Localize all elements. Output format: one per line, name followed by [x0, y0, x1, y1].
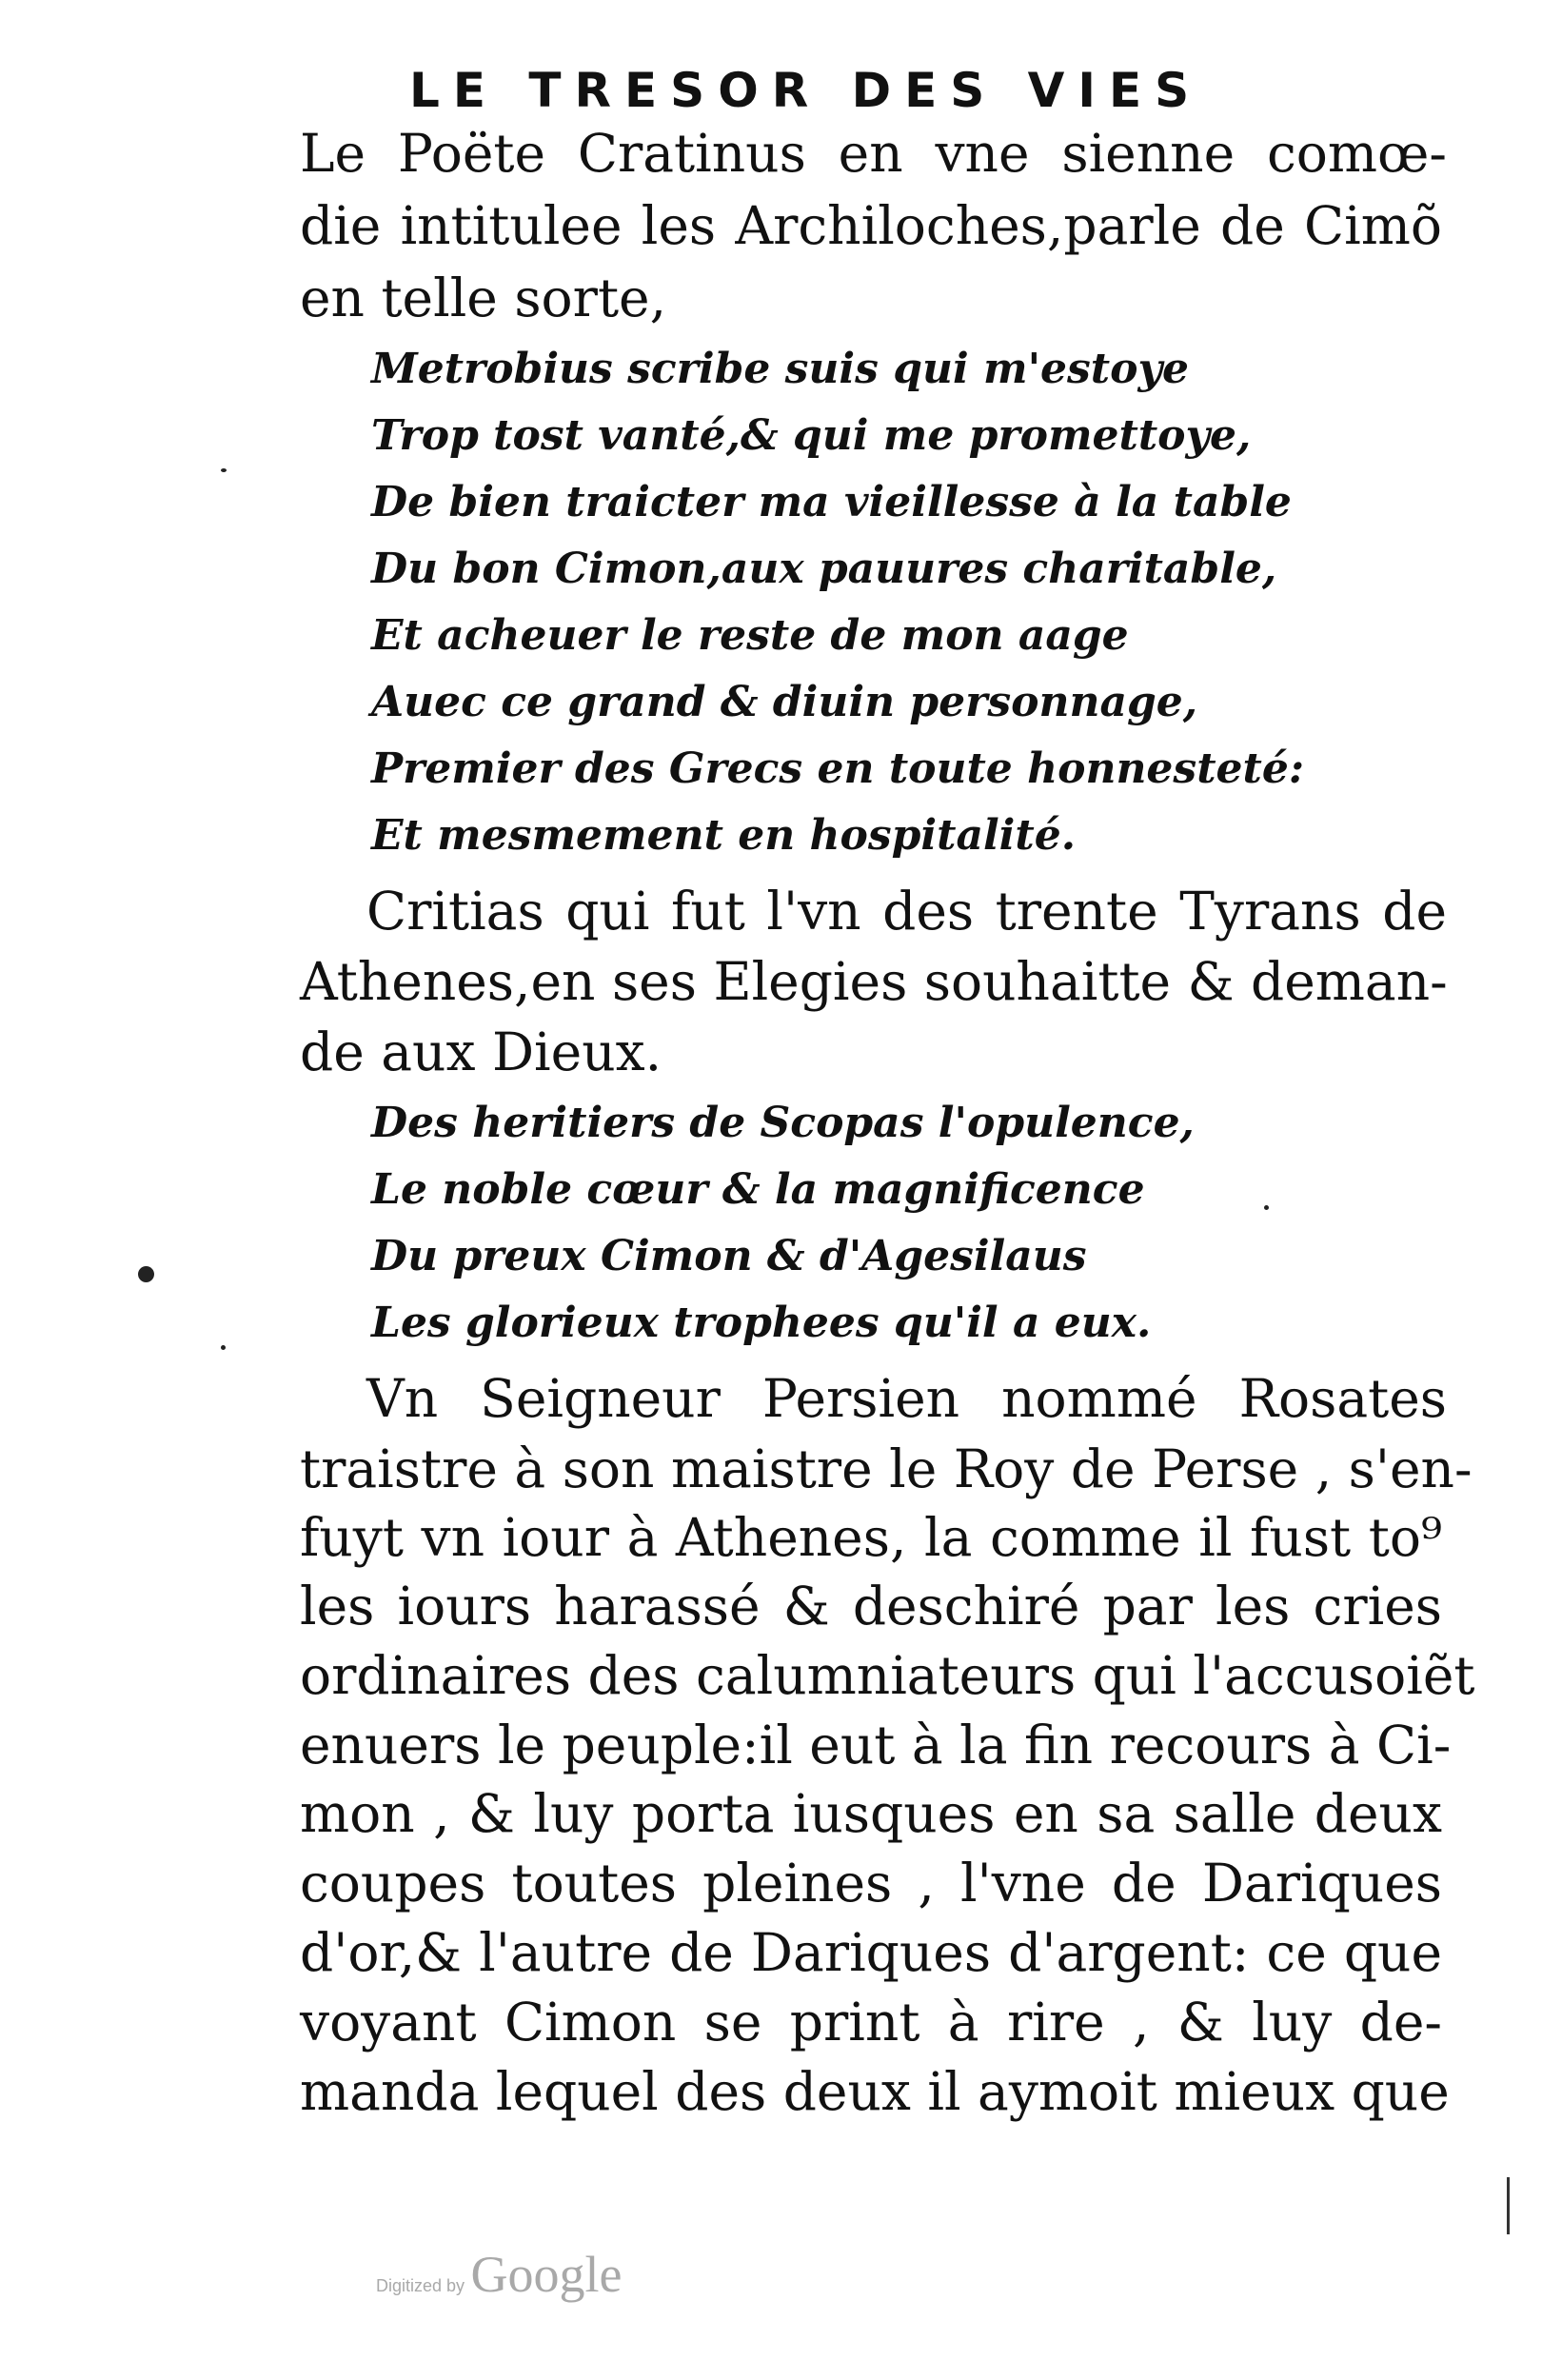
verse-1-line-3: De bien traicter ma vieillesse à la table	[371, 478, 1292, 526]
paragraph-3-line-9: d'or,& l'autre de Dariques d'argent: ce que	[300, 1922, 1442, 1983]
ink-speck	[1264, 1205, 1269, 1210]
verse-1-line-1: Metrobius scribe suis qui m'estoye	[371, 345, 1190, 393]
paragraph-3-line-8: coupes toutes pleines , l'vne de Dariques	[300, 1853, 1442, 1914]
paragraph-3-line-2: traistre à son maistre le Roy de Perse , s'en-	[300, 1438, 1473, 1499]
verse-2-line-4: Les glorieux trophees qu'il a eux.	[371, 1299, 1152, 1347]
ink-speck	[221, 1345, 226, 1350]
ink-speck	[138, 1266, 154, 1282]
verse-1-line-8: Et mesmement en hospitalité.	[371, 811, 1077, 860]
running-head: LE TRESOR DES VIES	[409, 63, 1203, 118]
verse-2-line-3: Du preux Cimon & d'Agesilaus	[371, 1232, 1087, 1280]
verse-1-line-4: Du bon Cimon,aux pauures charitable,	[371, 545, 1277, 593]
paragraph-3-line-7: mon , & luy porta iusques en sa salle deux	[300, 1783, 1442, 1844]
paragraph-2-line-3: de aux Dieux.	[300, 1021, 662, 1082]
verse-1-line-5: Et acheuer le reste de mon aage	[371, 611, 1129, 660]
paragraph-3-line-6: enuers le peuple:il eut à la fin recours à Ci-	[300, 1715, 1452, 1775]
verse-2-line-2: Le noble cœur & la magnificence	[371, 1165, 1145, 1214]
digitized-by-google-watermark	[376, 2245, 622, 2304]
paragraph-3-line-4: les iours harassé & deschiré par les cries	[300, 1576, 1442, 1636]
paragraph-3-line-1: Vn Seigneur Persien nommé Rosates	[366, 1368, 1447, 1429]
paragraph-2-line-2: Athenes,en ses Elegies souhaitte & deman-	[300, 951, 1448, 1012]
paragraph-2-line-1: Critias qui fut l'vn des trente Tyrans de	[366, 881, 1447, 942]
google-logo: Google	[470, 2246, 623, 2303]
paragraph-3-line-11: manda lequel des deux il aymoit mieux que	[300, 2061, 1450, 2122]
watermark-prefix: Digitized by	[376, 2276, 465, 2295]
verse-1-line-6: Auec ce grand & diuin personnage,	[371, 678, 1198, 726]
paragraph-1-line-3: en telle sorte,	[300, 268, 667, 328]
margin-mark	[1507, 2177, 1510, 2234]
verse-2-line-1: Des heritiers de Scopas l'opulence,	[371, 1099, 1195, 1147]
paragraph-1-line-1: Le Poëte Cratinus en vne sienne comœ-	[300, 123, 1447, 184]
verse-1-line-7: Premier des Grecs en toute honnesteté:	[371, 744, 1305, 793]
paragraph-3-line-3: fuyt vn iour à Athenes, la comme il fust to⁹	[300, 1507, 1442, 1568]
ink-speck	[221, 468, 227, 472]
paragraph-3-line-10: voyant Cimon se print à rire , & luy de-	[300, 1992, 1442, 2053]
paragraph-1-line-2: die intitulee les Archiloches,parle de Cimõ	[300, 195, 1442, 256]
verse-1-line-2: Trop tost vanté,& qui me promettoye,	[371, 411, 1252, 460]
paragraph-3-line-5: ordinaires des calumniateurs qui l'accusoiẽt	[300, 1645, 1475, 1706]
